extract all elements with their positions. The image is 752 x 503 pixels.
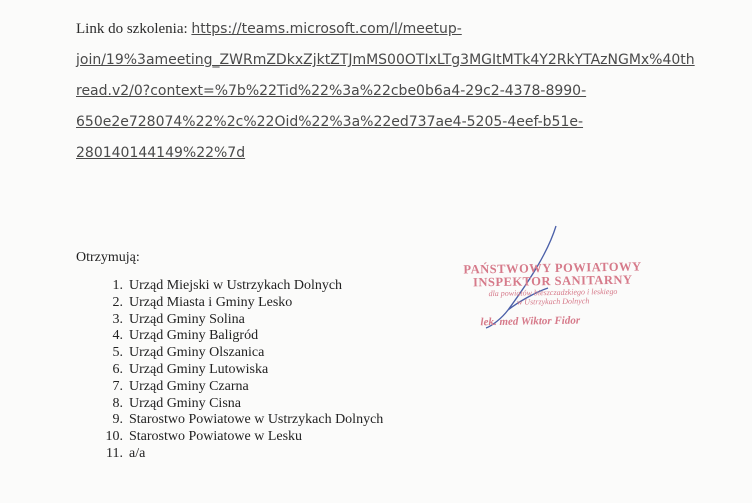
recipient-name: Urząd Miasta i Gminy Lesko bbox=[129, 294, 293, 310]
training-link-paragraph bbox=[76, 14, 716, 169]
stamp-signatory: lek. med Wiktor Fidor bbox=[480, 314, 581, 329]
url-line-5[interactable]: 280140144149%22%7d bbox=[76, 145, 246, 161]
recipient-item bbox=[96, 396, 383, 413]
recipient-item bbox=[96, 379, 383, 396]
recipient-name: Urząd Gminy Baligród bbox=[129, 328, 259, 344]
recipient-item bbox=[96, 412, 383, 429]
recipient-name: Urząd Gminy Czarna bbox=[129, 378, 249, 394]
recipient-number: 3. bbox=[112, 311, 123, 327]
url-line-2[interactable]: join/19%3ameeting_ZWRmZDkxZjktZTJmMS00OTIxLTg3MGItMTk4Y2RkYTAzNGMx%40th bbox=[76, 52, 695, 68]
recipient-number: 7. bbox=[112, 378, 123, 394]
recipient-name: Urząd Gminy Lutowiska bbox=[129, 361, 269, 377]
recipient-item bbox=[96, 446, 383, 463]
recipient-item bbox=[96, 429, 383, 446]
recipient-name: Urząd Miejski w Ustrzykach Dolnych bbox=[129, 278, 343, 293]
recipient-list bbox=[96, 278, 383, 463]
recipient-number: 11. bbox=[106, 445, 123, 461]
recipient-number: 8. bbox=[112, 395, 123, 411]
stamp-line-2: INSPEKTOR SANITARNY bbox=[472, 272, 633, 290]
recipient-name: Starostwo Powiatowe w Lesku bbox=[129, 429, 303, 445]
recipient-name: Urząd Gminy Cisna bbox=[129, 395, 241, 411]
recipient-item bbox=[96, 345, 383, 362]
recipient-item bbox=[96, 295, 383, 312]
recipient-number: 1. bbox=[112, 278, 123, 293]
official-stamp bbox=[457, 260, 648, 328]
training-link-label: Link do szkolenia: bbox=[76, 21, 192, 37]
recipient-name: Urząd Gminy Solina bbox=[129, 311, 245, 327]
recipient-name: a/a bbox=[129, 445, 146, 461]
recipient-item bbox=[96, 362, 383, 379]
url-line-4[interactable]: 650e2e728074%22%2c%22Oid%22%3a%22ed737ae4-5205-4eef-b51e- bbox=[76, 114, 584, 130]
recipient-number: 5. bbox=[112, 345, 123, 361]
stamp-line-4: w Ustrzykach Dolnych bbox=[516, 296, 590, 307]
recipient-number: 2. bbox=[112, 294, 123, 310]
stamp-line-1: PAŃSTWOWY POWIATOWY bbox=[463, 259, 642, 277]
recipient-number: 10. bbox=[105, 429, 123, 445]
recipient-item bbox=[96, 328, 383, 345]
recipient-name: Starostwo Powiatowe w Ustrzykach Dolnych bbox=[129, 412, 384, 428]
url-line-1[interactable]: https://teams.microsoft.com/l/meetup- bbox=[191, 21, 462, 37]
recipient-item bbox=[96, 312, 383, 329]
recipient-name: Urząd Gminy Olszanica bbox=[129, 345, 265, 361]
training-link-url[interactable] bbox=[76, 21, 695, 161]
recipient-item bbox=[96, 278, 383, 295]
recipient-number: 6. bbox=[112, 361, 123, 377]
url-line-3[interactable]: read.v2/0?context=%7b%22Tid%22%3a%22cbe0b6a4-29c2-4378-8990- bbox=[76, 83, 587, 99]
recipient-number: 4. bbox=[112, 328, 123, 344]
stamp-line-3: dla powiatów bieszczadzkiego i leskiego bbox=[488, 286, 618, 299]
recipient-number: 9. bbox=[112, 412, 123, 428]
recipients-title: Otrzymują: bbox=[76, 250, 140, 265]
